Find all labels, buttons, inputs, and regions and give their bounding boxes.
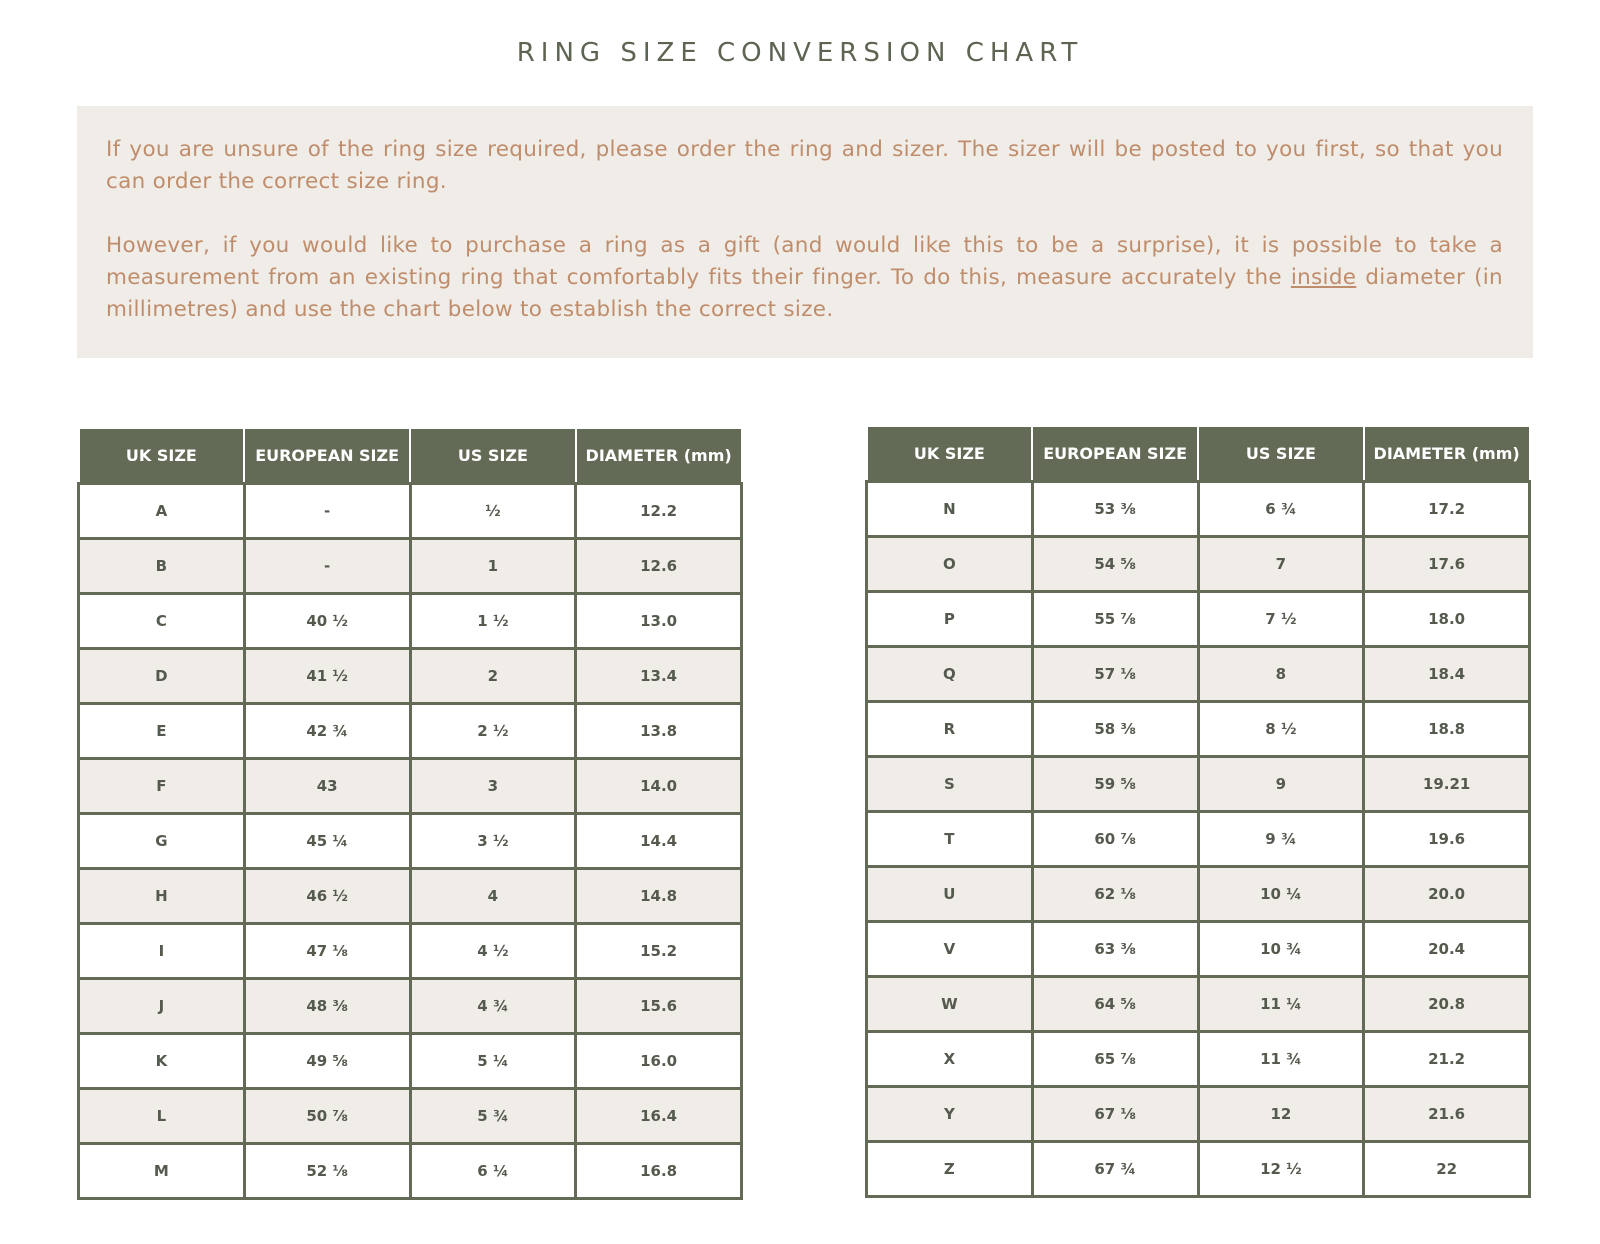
cell-diameter: 20.0 (1364, 867, 1530, 922)
cell-uk-size: A (79, 484, 245, 539)
cell-us-size: ½ (410, 484, 576, 539)
cell-us-size: 4 ¾ (410, 979, 576, 1034)
cell-us-size: 10 ¾ (1198, 922, 1364, 977)
cell-diameter: 13.0 (576, 594, 742, 649)
cell-uk-size: X (867, 1032, 1033, 1087)
cell-uk-size: K (79, 1034, 245, 1089)
cell-us-size: 8 (1198, 647, 1364, 702)
table-row (79, 1089, 742, 1144)
cell-us-size: 6 ¾ (1198, 482, 1364, 537)
cell-european-size: 45 ¼ (244, 814, 410, 869)
page-title: RING SIZE CONVERSION CHART (516, 38, 1084, 68)
table-row (867, 702, 1530, 757)
cell-uk-size: E (79, 704, 245, 759)
cell-european-size: 53 ⅜ (1032, 482, 1198, 537)
cell-diameter: 16.8 (576, 1144, 742, 1199)
cell-us-size: 2 (410, 649, 576, 704)
cell-diameter: 18.8 (1364, 702, 1530, 757)
cell-us-size: 6 ¼ (410, 1144, 576, 1199)
table-row (79, 1034, 742, 1089)
cell-european-size: 59 ⅝ (1032, 757, 1198, 812)
cell-european-size: 46 ½ (244, 869, 410, 924)
cell-us-size: 4 (410, 869, 576, 924)
cell-us-size: 1 (410, 539, 576, 594)
table-row (79, 539, 742, 594)
cell-european-size: 65 ⅞ (1032, 1032, 1198, 1087)
cell-us-size: 12 ½ (1198, 1142, 1364, 1197)
table-row (867, 812, 1530, 867)
cell-diameter: 16.0 (576, 1034, 742, 1089)
cell-european-size: 41 ½ (244, 649, 410, 704)
table-row (79, 484, 742, 539)
table-row (79, 1144, 742, 1199)
cell-european-size: 48 ⅜ (244, 979, 410, 1034)
table-row (867, 1142, 1530, 1197)
cell-diameter: 14.4 (576, 814, 742, 869)
cell-diameter: 15.2 (576, 924, 742, 979)
cell-uk-size: N (867, 482, 1033, 537)
cell-diameter: 18.0 (1364, 592, 1530, 647)
table-row (867, 592, 1530, 647)
cell-uk-size: V (867, 922, 1033, 977)
intro-p2-text-end: diameter (in millimetres) and use the chart below to establish the correct size. (106, 265, 1503, 322)
cell-european-size: 62 ⅛ (1032, 867, 1198, 922)
cell-european-size: 58 ⅜ (1032, 702, 1198, 757)
cell-diameter: 12.6 (576, 539, 742, 594)
cell-us-size: 12 (1198, 1087, 1364, 1142)
cell-uk-size: T (867, 812, 1033, 867)
cell-uk-size: J (79, 979, 245, 1034)
table-header-row (867, 426, 1530, 482)
header-european-size: EUROPEAN SIZE (244, 428, 410, 484)
cell-us-size: 9 (1198, 757, 1364, 812)
cell-uk-size: H (79, 869, 245, 924)
cell-diameter: 19.21 (1364, 757, 1530, 812)
size-table-left (77, 427, 743, 1200)
cell-us-size: 2 ½ (410, 704, 576, 759)
table-row (79, 704, 742, 759)
cell-uk-size: Z (867, 1142, 1033, 1197)
cell-uk-size: C (79, 594, 245, 649)
header-diameter: DIAMETER (mm) (1364, 426, 1530, 482)
cell-us-size: 11 ¼ (1198, 977, 1364, 1032)
cell-diameter: 14.0 (576, 759, 742, 814)
cell-uk-size: B (79, 539, 245, 594)
cell-diameter: 16.4 (576, 1089, 742, 1144)
cell-uk-size: R (867, 702, 1033, 757)
cell-us-size: 1 ½ (410, 594, 576, 649)
cell-diameter: 18.4 (1364, 647, 1530, 702)
table-row (79, 869, 742, 924)
cell-european-size: 55 ⅞ (1032, 592, 1198, 647)
table-row (867, 482, 1530, 537)
cell-diameter: 19.6 (1364, 812, 1530, 867)
table-row (867, 757, 1530, 812)
cell-european-size: - (244, 484, 410, 539)
cell-european-size: 47 ⅛ (244, 924, 410, 979)
cell-european-size: 52 ⅛ (244, 1144, 410, 1199)
cell-diameter: 15.6 (576, 979, 742, 1034)
cell-us-size: 10 ¼ (1198, 867, 1364, 922)
cell-us-size: 9 ¾ (1198, 812, 1364, 867)
table-row (867, 1032, 1530, 1087)
header-uk-size: UK SIZE (79, 428, 245, 484)
intro-panel (77, 106, 1533, 358)
table-header-row (79, 428, 742, 484)
intro-p2-text: However, if you would like to purchase a ring as a gift (and would like this to be a surprise), it is possible to take a measurement from an existing ring that comfortably fits their finger. To do this, measure accurately the (106, 233, 1503, 290)
cell-european-size: 43 (244, 759, 410, 814)
cell-uk-size: U (867, 867, 1033, 922)
cell-uk-size: M (79, 1144, 245, 1199)
cell-us-size: 5 ¾ (410, 1089, 576, 1144)
cell-european-size: 63 ⅜ (1032, 922, 1198, 977)
cell-european-size: 67 ¾ (1032, 1142, 1198, 1197)
table-row (79, 924, 742, 979)
cell-us-size: 3 (410, 759, 576, 814)
cell-diameter: 13.4 (576, 649, 742, 704)
header-european-size: EUROPEAN SIZE (1032, 426, 1198, 482)
table-row (867, 867, 1530, 922)
cell-diameter: 22 (1364, 1142, 1530, 1197)
cell-us-size: 5 ¼ (410, 1034, 576, 1089)
cell-uk-size: D (79, 649, 245, 704)
cell-uk-size: Y (867, 1087, 1033, 1142)
cell-uk-size: G (79, 814, 245, 869)
cell-diameter: 20.8 (1364, 977, 1530, 1032)
header-us-size: US SIZE (410, 428, 576, 484)
cell-uk-size: L (79, 1089, 245, 1144)
table-row (79, 979, 742, 1034)
cell-uk-size: Q (867, 647, 1033, 702)
header-diameter: DIAMETER (mm) (576, 428, 742, 484)
cell-diameter: 20.4 (1364, 922, 1530, 977)
cell-diameter: 17.2 (1364, 482, 1530, 537)
cell-european-size: 67 ⅛ (1032, 1087, 1198, 1142)
table-row (867, 922, 1530, 977)
cell-european-size: 40 ½ (244, 594, 410, 649)
cell-diameter: 14.8 (576, 869, 742, 924)
cell-us-size: 8 ½ (1198, 702, 1364, 757)
cell-us-size: 3 ½ (410, 814, 576, 869)
cell-european-size: 49 ⅝ (244, 1034, 410, 1089)
table-row (79, 649, 742, 704)
cell-uk-size: W (867, 977, 1033, 1032)
header-uk-size: UK SIZE (867, 426, 1033, 482)
cell-european-size: 42 ¾ (244, 704, 410, 759)
cell-european-size: 60 ⅞ (1032, 812, 1198, 867)
cell-uk-size: P (867, 592, 1033, 647)
size-table-right (865, 425, 1531, 1198)
table-row (79, 814, 742, 869)
cell-diameter: 13.8 (576, 704, 742, 759)
cell-uk-size: F (79, 759, 245, 814)
table-row (867, 537, 1530, 592)
cell-diameter: 12.2 (576, 484, 742, 539)
cell-european-size: 64 ⅝ (1032, 977, 1198, 1032)
inside-underlined-text: inside (1290, 265, 1357, 290)
cell-european-size: 50 ⅞ (244, 1089, 410, 1144)
table-row (867, 1087, 1530, 1142)
cell-uk-size: I (79, 924, 245, 979)
cell-us-size: 7 ½ (1198, 592, 1364, 647)
table-row (867, 977, 1530, 1032)
cell-uk-size: S (867, 757, 1033, 812)
cell-european-size: 54 ⅝ (1032, 537, 1198, 592)
table-row (867, 647, 1530, 702)
cell-us-size: 7 (1198, 537, 1364, 592)
table-row (79, 759, 742, 814)
cell-european-size: 57 ⅛ (1032, 647, 1198, 702)
intro-paragraph-2 (106, 230, 1503, 326)
cell-us-size: 11 ¾ (1198, 1032, 1364, 1087)
table-row (79, 594, 742, 649)
cell-uk-size: O (867, 537, 1033, 592)
cell-diameter: 21.2 (1364, 1032, 1530, 1087)
header-us-size: US SIZE (1198, 426, 1364, 482)
intro-paragraph-1: If you are unsure of the ring size required, please order the ring and sizer. The sizer will be posted to you first, so that you can order the correct size ring. (106, 137, 1503, 194)
cell-us-size: 4 ½ (410, 924, 576, 979)
cell-diameter: 17.6 (1364, 537, 1530, 592)
cell-diameter: 21.6 (1364, 1087, 1530, 1142)
cell-european-size: - (244, 539, 410, 594)
